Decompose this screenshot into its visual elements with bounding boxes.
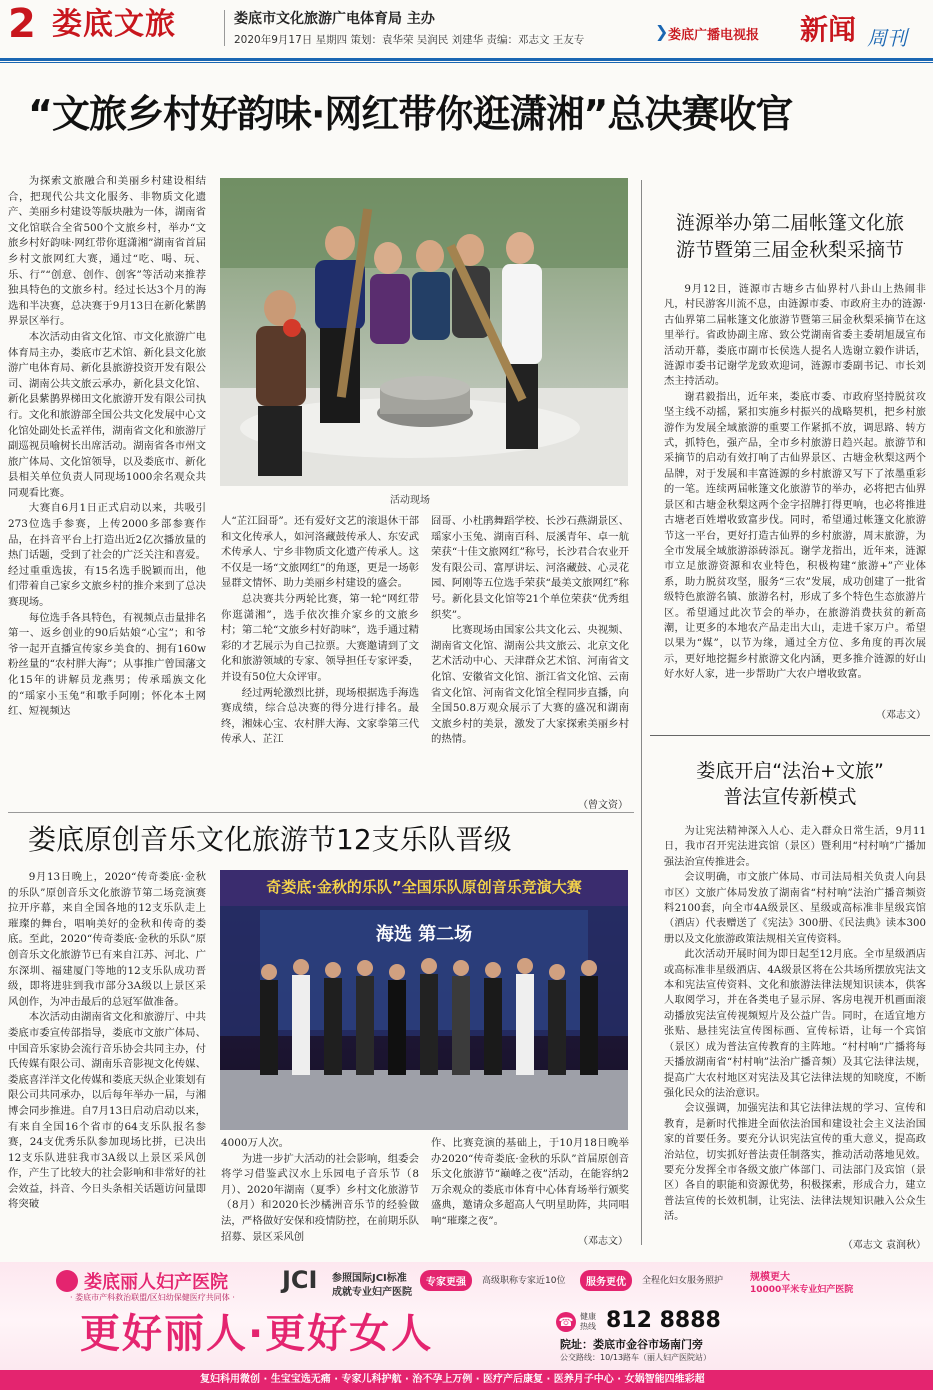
main-article-col3 <box>431 514 629 794</box>
page-number: 2 <box>8 1 36 47</box>
right-article-1-byline: （邓志文） <box>876 710 926 721</box>
main-article-col2 <box>221 514 419 814</box>
brand-name: 娄底广播电视报 <box>668 28 760 43</box>
paragraph: 人“芷江囧哥”。还有爱好文艺的滚退休干部和文化传承人，如河洛藏鼓传承人、东安武术传承人、宁乡非物质文化遗产传承人。这不仅是一场“文旅网红”的角逐，更是一场彰显群文情怀、助力美丽乡村建设的盛会。 <box>221 515 419 590</box>
header-rule <box>0 58 933 61</box>
paragraph: 谢君毅指出，近年来，娄底市委、市政府坚持脱贫攻坚主线不动摇，紧扣实施乡村振兴的战略契机，把乡村旅游作为发展全域旅游的重要工作紧抓不放，调思路、转方式，抓特色，强产品，全市乡村旅游日趋兴起。旅游节和采摘节的启动有效打响了古仙界景区、古塘金秋梨这两个品牌，对于发展和丰富涟源的乡村旅游又写下了浓墨重彩的一笔。连续两届帐篷文化旅游节的举办，必将把古仙界景区和古塘金秋梨这两个金字招牌打得更响，也必将推进古塘老百姓增收致富步伐。同时，希望通过帐篷文化旅游节这一平台，更好打造古仙界的乡村旅游，周末旅游，为全市发展全域旅游添砖添瓦。谢学龙指出，近年来，涟源市立足旅游资源和农业特色，积极构建“旅游+”产业体系，助力脱贫攻坚，服务“三农”发展，成功创建了一批省级特色旅游名镇、旅游名村，形成了多个特色生态旅游片区。希望通过此次节会的举办，在旅游消费扶贫的新高潮，让更多的本地农产品走出大山，走进千家万户。希望以果为“媒”，以节为缘，通过全方位、多角度的再次展示，更好地挖掘乡村旅游文化内涵，更多推介涟源的好山好水好人家，进一步帮助广大农户增收致富。 <box>664 391 926 681</box>
paragraph: 囧哥、小杜鹃舞蹈学校、长沙石燕湖景区、瑶家小玉兔、湖南百科、辰溪青年、卓一航荣获“十佳文旅网红”称号，长沙君合农业开发有限公司、富厚讲坛、河洛藏鼓、心灵花园、阿刚等五位选手荣获“最美文旅网红”称号。新化县文化馆等21个单位荣获“优秀组织奖”。 <box>431 515 629 621</box>
paragraph: 为探索文旅融合和美丽乡村建设相结合，把现代公共文化服务、非物质文化遗产、美丽乡村建设等版块融为一体，湖南省文化馆联合全省500个文旅乡村，举办“文旅乡村好韵味·网红带你逛潇湘”湖南省首届乡村文旅网红大赛，通过“吃、喝、玩、乐、行”“创意、创作、创客”等活动来推荐独具特色的文旅乡村。经过长达3个月的海选和半决赛，总决赛于9月13日在新化紫鹊界景区举行。 <box>8 175 206 328</box>
right-article-2-headline <box>650 758 930 810</box>
activity-photo <box>220 178 628 486</box>
services-text: 复妇科用微创 · 生宝宝选无痛 · 专家儿科护航 · 治不孕上万例 · 医疗产后康复 · 医养月子中心 · 女娲智能四维彩超 <box>200 1374 705 1385</box>
paragraph: 每位选手各具特色，有视频点击量排名第一、返乡创业的90后姑娘“心宝”；和爷爷一起开直播宣传家乡美食的、拥有160w粉丝量的“农村胖大海”；从事推广曾国藩文化15年的讲解员龙燕男；传承瑶族文化的“瑶家小玉兔”和歌手阿刚；怀化本土网红、短视频达 <box>8 611 206 718</box>
badge-service <box>580 1270 750 1292</box>
right-article-1-body <box>664 282 926 712</box>
photo-caption: 活动现场 <box>390 495 430 506</box>
paragraph: 会议明确，市文旅广体局、市司法局相关负责人向县市区）文旅广体局发放了湖南省“村村响”法治广播音频资料2100套，向全市4A级景区、星级或高标准非星级宾馆（酒店）代表赠送了《宪法》300册、《民法典》读本300册以及文化旅游政策法规相关宣传资料。 <box>664 872 926 945</box>
badge-label: 服务更优 <box>580 1270 632 1291</box>
hospital-logo-icon <box>56 1270 78 1292</box>
music-article-col1 <box>8 870 206 1248</box>
main-article-byline: （曾文资） <box>578 800 628 811</box>
music-headline: 娄底原创音乐文化旅游节12支乐队晋级 <box>28 823 512 856</box>
headline-line: 涟源举办第二届帐篷文化旅 <box>675 212 904 234</box>
main-headline: “文旅乡村好韵味·网红带你逛潇湘”总决赛收官 <box>28 92 793 136</box>
paragraph: 4000万人次。 <box>221 1137 290 1149</box>
paragraph: 为让宪法精神深入人心、走入群众日常生活，9月11日，我市召开宪法进宾馆（景区）暨利用“村村响”广播加强法治宣传推进会。 <box>664 826 926 868</box>
services-bar <box>0 1370 933 1390</box>
headline-line: 普法宣传新模式 <box>723 786 857 808</box>
activity-scene-image <box>220 178 628 486</box>
main-article-col1 <box>8 174 206 838</box>
brand-news: 新闻 <box>800 13 857 46</box>
organizer: 娄底市文化旅游广电体育局 主办 <box>234 11 435 27</box>
section-divider <box>8 812 634 813</box>
badge-text: 全程化妇女服务照护 <box>642 1276 724 1286</box>
section-title: 娄底文旅 <box>52 7 176 42</box>
right-article-1-headline <box>650 210 930 264</box>
hotline-number: 812 8888 <box>606 1308 721 1333</box>
issue-meta: 2020年9月17日 星期四 策划：袁华荣 吴润民 刘建华 责编：邓志文 王友专 <box>234 34 585 46</box>
paragraph: 大赛自6月1日正式启动以来，共吸引273位选手参赛，上传2000多部参赛作品，在抖音平台上打造出近2亿次播放量的热门话题，受到了社会的广泛关注和喜爱。经过重重选拔，有15名选手脱颖而出，他们带着自己家乡文旅乡村的推介来到了总决赛现场。 <box>8 502 206 609</box>
badge-scale <box>750 1268 925 1298</box>
badge-label: 专家更强 <box>420 1270 472 1291</box>
column-divider <box>641 180 642 1245</box>
paragraph: 作、比赛竞演的基础上，于10月18日晚举办2020“传奇娄底·金秋的乐队”首届原创音乐文化旅游节“巅峰之夜”活动，在能容纳2万余观众的娄底市体育中心体育场举行颁奖盛典，邀请众多超高人气明星助阵，共同唱响“璀璨之夜”。 <box>431 1137 629 1227</box>
band-banner-text: 奇娄底·金秋的乐队”全国乐队原创音乐竞演大赛 <box>266 878 582 896</box>
bus-route: 公交路线：10/13路车（丽人妇产医院站） <box>560 1353 712 1362</box>
paragraph: 9月12日，涟源市古塘乡古仙界村八卦山上热闹非凡，村民游客川流不息，由涟源市委、市政府主办的涟源·古仙界第二届帐篷文化旅游节暨第三届金秋梨采摘节在这里举行。省政协副主席、致公党湖南省委主委胡旭晟宣布活动开幕，娄底市副市长侯选人提名人选谢立毅作讲话，涟源市委书记谢学龙致欢迎词，涟源市委副书记、市长刘杰主持活动。 <box>664 284 926 388</box>
chevron-icon: ❯ <box>655 22 669 41</box>
jci-line2: 成就专业妇产医院 <box>332 1287 412 1298</box>
paragraph: 会议强调，加强宪法和其它法律法规的学习、宣传和教育，是新时代推进全面依法治国和建设社会主义法治国家的首要任务。要充分认识宪法宣传的重大意义，提高政治站位，切实抓好普法责任制落实，推动活动落地见效。要充分发挥全市各级文旅广体部门、司法部门及宾馆（景区）各自的职能和资源优势，积极探索，形成合力，建立普法宣传的长效机制，让宪法、法律法规知识融入公众生活。 <box>664 1103 926 1223</box>
ad-slogan: 更好丽人·更好女人 <box>80 1311 434 1357</box>
music-article-col3 <box>431 1136 629 1231</box>
jci-logo: JCI <box>282 1266 318 1294</box>
band-photo <box>220 870 628 1130</box>
paragraph: 经过两轮激烈比拼，现场根据选手海选赛成绩，综合总决赛的得分进行排名。最终，湘妹心宝、农村胖大海、文家拳第三代传承人、芷江 <box>221 686 419 746</box>
paragraph: 比赛现场由国家公共文化云、央视频、湖南省文化馆、湖南公共文旅云、北京文化艺术活动中心、天津群众艺术馆、河南省文化馆、安徽省文化馆、浙江省文化馆、云南省文化馆、河南省文化馆全程同步直播，向全国50.8万观众展示了大赛的盛况和湖南文旅乡村的美景，激发了大家探索美丽乡村的热情。 <box>431 624 629 746</box>
jci-line1: 参照国际JCI标准 <box>332 1273 407 1284</box>
headline-line: 娄底开启“法治+文旅” <box>696 760 884 782</box>
band-stage-image <box>220 870 628 1130</box>
headline-line: 游节暨第三届金秋梨采摘节 <box>675 239 904 261</box>
paragraph: 为进一步扩大活动的社会影响，组委会将学习借鉴武汉水上乐园电子音乐节（8月）、2020年湖南（夏季）乡村文化旅游节（8月）和2020长沙橘洲音乐节的经验做法，严格做好安保和疫情防控，在前期乐队招募、景区采风创 <box>221 1152 419 1243</box>
paragraph: 本次活动由省文化馆、市文化旅游广电体育局主办，娄底市艺术馆、新化县文化旅游广电体育局、新化县旅游投资开发有限公司、湖南公共文旅云承办，新化县文化馆、新化县紫鹊界梯田文化旅游开发有限公司执行。文化和旅游部全国公共文化发展中心文化馆处副处长孟祥伟，湖南省文化和旅游厅副巡视员喻树长出席活动。湖南省各市州文旅广体局、文化馆领导，以及娄底市、新化县相关单位负责人同现场1000余名观众共同观看比赛。 <box>8 330 206 499</box>
badge-label: 规模更大 <box>750 1272 790 1283</box>
hospital-address: 院址：娄底市金谷市场南门旁 <box>560 1338 703 1351</box>
section-divider <box>650 735 930 736</box>
paragraph: 总决赛共分两轮比赛，第一轮“网红带你逛潇湘”，选手依次推介家乡的文旅乡村；第二轮“文旅乡村好韵味”，选手通过精彩的才艺展示为自己拉票。大赛邀请到了文化和旅游领域的专家、领导担任专家评委，并设有50位大众评审。 <box>221 592 419 683</box>
paragraph: 本次活动由湖南省文化和旅游厅、中共娄底市委宣传部指导，娄底市文旅广体局、中国音乐家协会流行音乐协会共同主办，付氏传媒有限公司、湖南乐音影视文化传媒、娄底喜洋洋文化传媒和娄底天纵企业策划有限公司共同承办，以后每年举办一届，与湘博会同步推进。自7月13日启动启动以来，有来自全国16个省市的64支乐队报名参赛，24支优秀乐队参加现场比拼，已决出12支乐队进驻我市3A级以上景区采风创作，产生了比较大的社会影响和非常好的社会效益，抖音、今日头条相关话题访问量即将突破 <box>8 1011 206 1211</box>
badge-text: 10000平米专业妇产医院 <box>750 1285 854 1295</box>
hospital-ad <box>0 1262 933 1390</box>
hospital-name: 娄底丽人妇产医院 <box>84 1272 228 1293</box>
hotline-label: 健康热线 <box>580 1312 596 1331</box>
paragraph: 9月13日晚上，2020“传奇娄底·金秋的乐队”原创音乐文化旅游节第二场竞演赛拉开序幕，来自全国各地的12支乐队走上璀璨的舞台，唱响美好的金秋和传奇的娄底。至此，2020“传奇娄底·金秋的乐队”原创音乐文化旅游节已有来自江苏、河北、广东深圳、福建厦门等地的12支乐队成功晋级，即将进驻到我市部分3A级以上景区采风创作，为冲击最后的总冠军做准备。 <box>8 871 206 1008</box>
hospital-tagline: · 娄底市产科救治联盟/区妇幼保健医疗共同体 · <box>70 1293 235 1302</box>
header-rule-thin <box>0 62 933 63</box>
music-article-col2 <box>221 1136 419 1248</box>
right-article-2-byline: （邓志文 袁润秋） <box>842 1240 926 1251</box>
paragraph: 此次活动开展时间为即日起至12月底。全市星级酒店或高标准非星级酒店、4A级景区将在公共场所摆放宪法文本和宪法宣传资料、文化和旅游法律法规知识读本，供客人取阅学习，并在各类电子显示屏、客房电视开机画面滚动播放宪法宣传视频短片及公益广告。同时，在适宜地方张贴、悬挂宪法宣传图标画、宣传标语，让每一个宾馆（景区）成为普法宣传教育的主阵地。“村村响”广播将每天播放湖南省“村村响”法治广播音频）及其它法律法规，提高广大农村地区对宪法及其它法律法规的知晓度，不断强化民众的法治意识。 <box>664 949 926 1099</box>
header-divider <box>224 10 225 46</box>
badge-text: 高级职称专家近10位 <box>482 1276 566 1286</box>
band-banner-subtitle: 海选 第二场 <box>375 924 473 945</box>
phone-icon: ☎ <box>556 1312 576 1332</box>
music-article-byline: （邓志文） <box>578 1236 628 1247</box>
brand-weekly: 周刊 <box>867 26 907 50</box>
right-article-2-body <box>664 824 926 1236</box>
